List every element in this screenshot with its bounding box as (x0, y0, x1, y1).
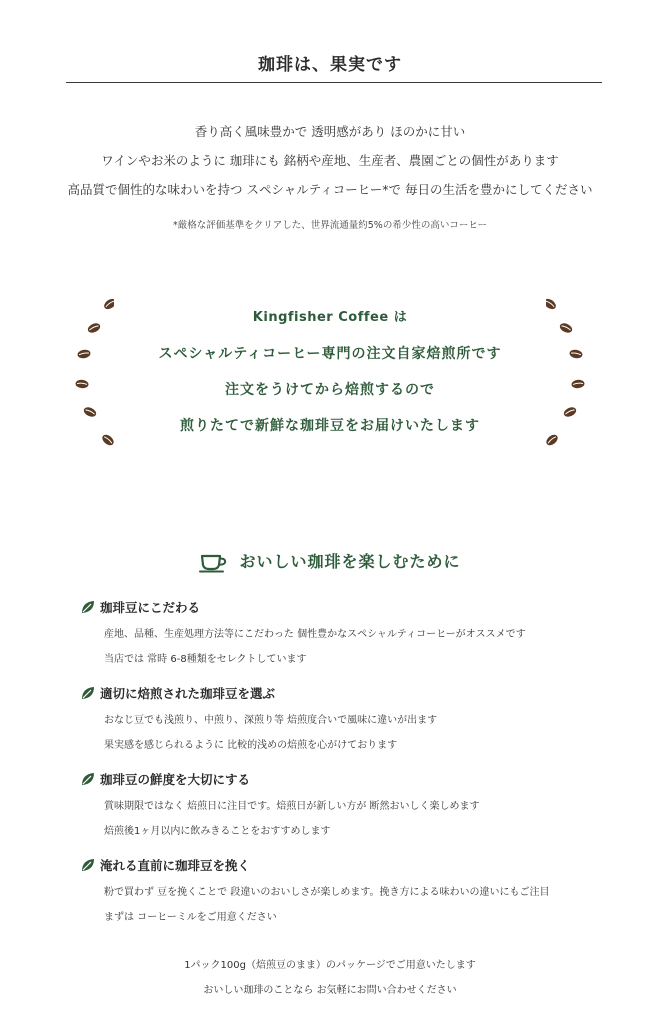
tip-heading-text: 淹れる直前に珈琲豆を挽く (100, 858, 251, 873)
tip-heading-text: 珈琲豆の鮮度を大切にする (100, 772, 251, 787)
title-divider (66, 82, 602, 83)
intro-line: 香り高く風味豊かで 透明感があり ほのかに甘い (194, 124, 466, 139)
tip-text: 賞味期限ではなく 焙煎日に注目です。焙煎日が新しい方が 断然おいしく楽しめます (104, 801, 480, 812)
tip-heading (80, 770, 620, 790)
tip-item (80, 770, 620, 844)
tip-text: 粉で買わず 豆を挽くことで 段違いのおいしさが楽しめます。挽き方による味わいの違いにもご注目 (104, 887, 550, 898)
shop-line: 煎りたてで新鮮な珈琲豆をお届けいたします (180, 418, 480, 434)
leaf-icon (80, 599, 96, 615)
footer-line: おいしい珈琲のことなら お気軽にお問い合わせください (203, 985, 457, 996)
shop-name-line: Kingfisher Coffee は (252, 310, 408, 325)
shop-intro (0, 300, 660, 444)
tip-text: 産地、品種、生産処理方法等にこだわった 個性豊かなスペシャルティコーヒーがオススメです (104, 629, 526, 640)
footer-block (0, 953, 660, 1003)
intro-footnote: *厳格な評価基準をクリアした、世界流通量約5%の希少性の高いコーヒー (173, 220, 487, 231)
tip-text: 果実感を感じられるように 比較的浅めの焙煎を心がけております (104, 740, 398, 751)
page-title: 珈琲は、果実です (258, 55, 402, 75)
leaf-icon (80, 857, 96, 873)
section-heading-text: おいしい珈琲を楽しむために (239, 552, 461, 571)
shop-line: スペシャルティコーヒー専門の注文自家焙煎所です (158, 346, 502, 362)
tip-heading-text: 適切に焙煎された珈琲豆を選ぶ (100, 686, 276, 701)
tips-list (80, 598, 620, 942)
tip-text: 焙煎後1ヶ月以内に飲みきることをおすすめします (104, 826, 331, 837)
tip-heading (80, 856, 620, 876)
coffee-cup-icon (199, 551, 229, 573)
section-heading (0, 549, 660, 573)
intro-line: ワインやお米のように 珈琲にも 銘柄や産地、生産者、農園ごとの個性があります (101, 153, 559, 168)
intro-line: 高品質で個性的な味わいを持つ スペシャルティコーヒー*で 毎日の生活を豊かにしてください (67, 182, 593, 197)
tip-item (80, 598, 620, 672)
footer-line: 1パック100g（焙煎豆のまま）のパッケージでご用意いたします (184, 960, 476, 971)
leaf-icon (80, 771, 96, 787)
tip-item (80, 856, 620, 930)
shop-line: 注文をうけてから焙煎するので (225, 382, 435, 398)
intro-block (0, 117, 660, 204)
tip-heading (80, 684, 620, 704)
tip-text: おなじ豆でも浅煎り、中煎り、深煎り等 焙煎度合いで風味に違いが出ます (104, 715, 438, 726)
tip-heading (80, 598, 620, 618)
tip-text: まずは コーヒーミルをご用意ください (104, 912, 277, 923)
tip-text: 当店では 常時 6-8種類をセレクトしています (104, 654, 307, 665)
tip-item (80, 684, 620, 758)
tip-heading-text: 珈琲豆にこだわる (100, 600, 201, 615)
leaf-icon (80, 685, 96, 701)
